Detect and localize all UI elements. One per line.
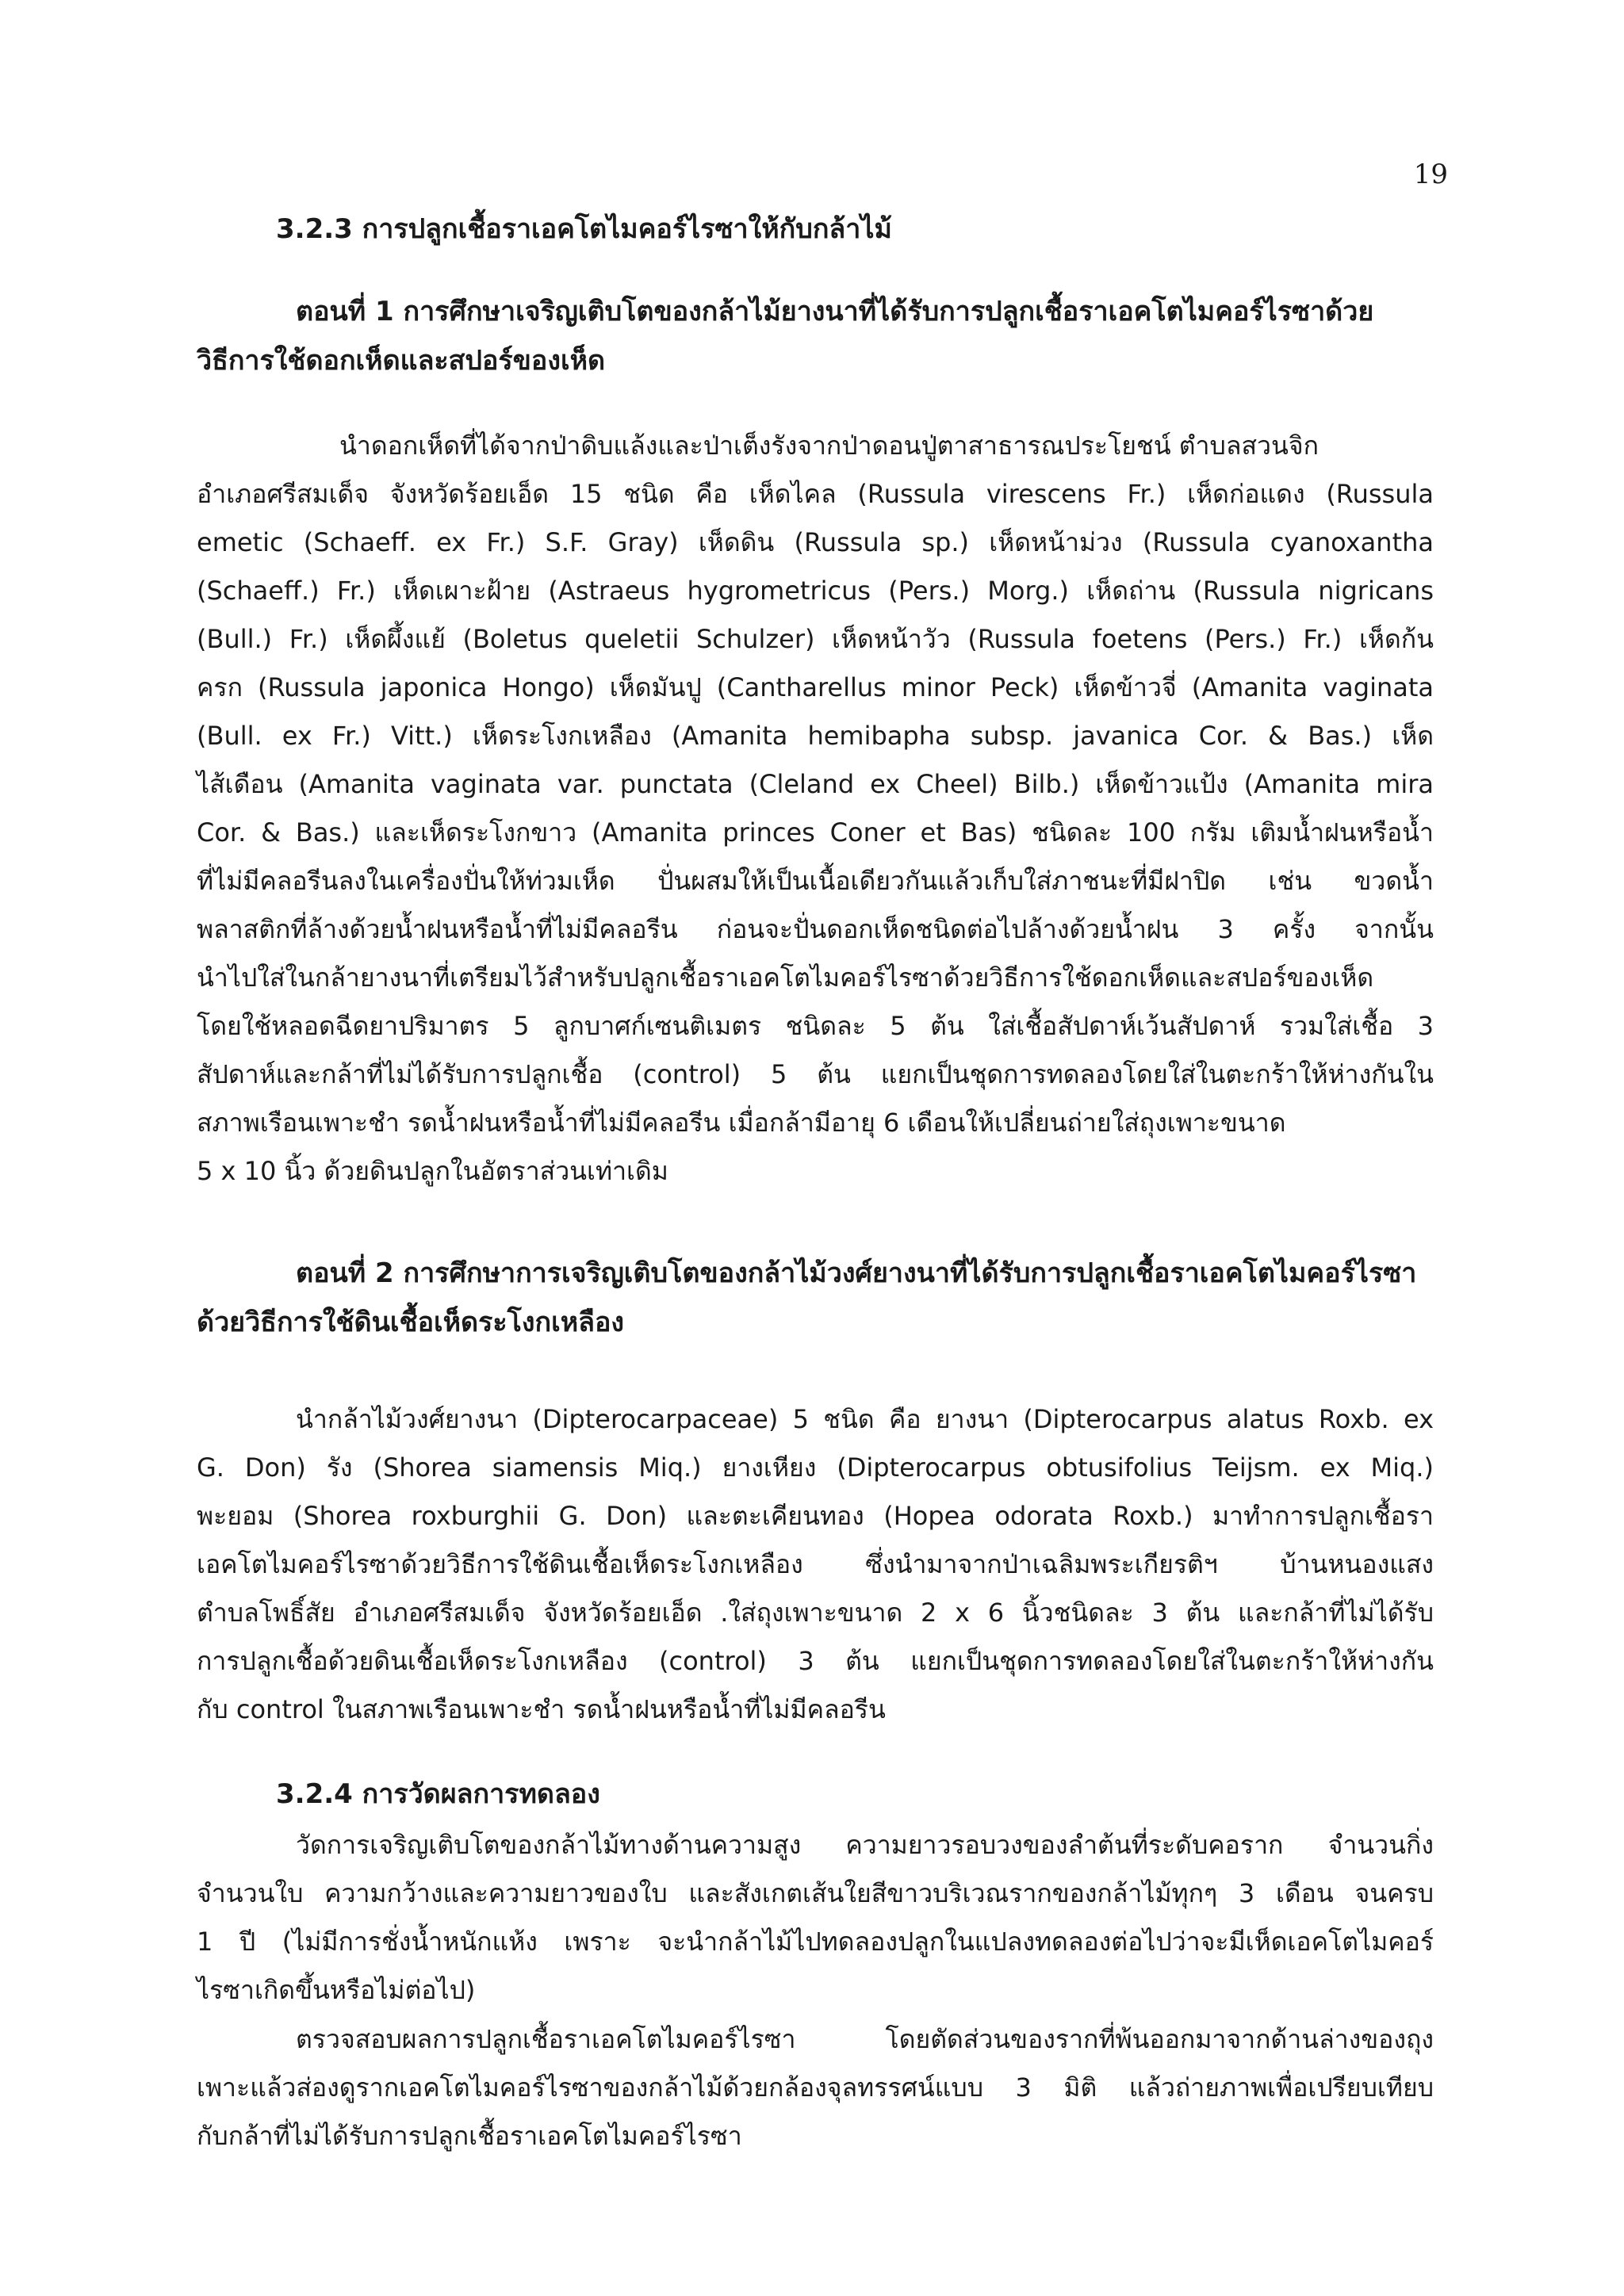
paragraph-line: วัดการเจริญเติบโตของกล้าไม้ทางด้านความสูง ความยาวรอบวงของลำต้นที่ระดับคอราก จำนวนกิ่ง	[296, 1830, 1434, 1860]
paragraph-line: จำนวนใบ ความกว้างและความยาวของใบ และสังเกตเส้นใยสีขาวบริเวณรากของกล้าไม้ทุกๆ 3 เดือน จนครบ	[197, 1878, 1434, 1908]
paragraph-line: emetic (Schaeff. ex Fr.) S.F. Gray) เห็ดดิน (Russula sp.) เห็ดหน้าม่วง (Russula cyanoxantha	[197, 527, 1434, 557]
paragraph-line: ไส้เดือน (Amanita vaginata var. punctata (Cleland ex Cheel) Bilb.) เห็ดข้าวแป้ง (Amanita mira	[197, 769, 1434, 799]
paragraph-line: ที่ไม่มีคลอรีนลงในเครื่องปั่นให้ท่วมเห็ด ปั่นผสมให้เป็นเนื้อเดียวกันแล้วเก็บใส่ภาชนะที่มีฝาปิด เช่น ขวดน้ำ	[197, 866, 1434, 896]
paragraph-line: (Schaeff.) Fr.) เห็ดเผาะฝ้าย (Astraeus hygrometricus (Pers.) Morg.) เห็ดถ่าน (Russula nigricans	[197, 576, 1434, 606]
paragraph-line: ครก (Russula japonica Hongo) เห็ดมันปู (Cantharellus minor Peck) เห็ดข้าวจี่ (Amanita vaginata	[197, 672, 1434, 702]
paragraph-line: โดยใช้หลอดฉีดยาปริมาตร 5 ลูกบาศก์เซนติเมตร ชนิดละ 5 ต้น ใส่เชื้อสัปดาห์เว้นสัปดาห์ รวมใส่เชื้อ 3	[197, 1011, 1434, 1041]
paragraph-line: เพาะแล้วส่องดูรากเอคโตไมคอร์ไรซาของกล้าไม้ด้วยกล้องจุลทรรศน์แบบ 3 มิติ แล้วถ่ายภาพเพื่อเปรียบเทียบ	[197, 2072, 1434, 2103]
paragraph-line: (Bull.) Fr.) เห็ดผึ้งแย้ (Boletus queletii Schulzer) เห็ดหน้าวัว (Russula foetens (Pers.) Fr.) เห็ดก้น	[197, 624, 1434, 654]
section-heading-3-2-4: 3.2.4 การวัดผลการทดลอง	[276, 1778, 600, 1810]
paragraph-line: (Bull. ex Fr.) Vitt.) เห็ดระโงกเหลือง (Amanita hemibapha subsp. javanica Cor. & Bas.) เห็ด	[197, 721, 1434, 751]
paragraph-line: สัปดาห์และกล้าที่ไม่ได้รับการปลูกเชื้อ (control) 5 ต้น แยกเป็นชุดการทดลองโดยใส่ในตะกร้าให้ห่างกันใน	[197, 1059, 1434, 1089]
section-heading-3-2-3: 3.2.3 การปลูกเชื้อราเอคโตไมคอร์ไรซาให้กับกล้าไม้	[276, 213, 892, 245]
part1-paragraph	[197, 422, 1434, 1196]
paragraph-line: อำเภอศรีสมเด็จ จังหวัดร้อยเอ็ด 15 ชนิด คือ เห็ดไคล (Russula virescens Fr.) เห็ดก่อแดง (Russula	[197, 479, 1434, 509]
paragraph-line: ตรวจสอบผลการปลูกเชื้อราเอคโตไมคอร์ไรซา โดยตัดส่วนของรากที่พ้นออกมาจากด้านล่างของถุง	[296, 2024, 1434, 2054]
paragraph-line: กับกล้าที่ไม่ได้รับการปลูกเชื้อราเอคโตไมคอร์ไรซา	[197, 2121, 742, 2151]
part1-title-line2: วิธีการใช้ดอกเห็ดและสปอร์ของเห็ด	[197, 345, 606, 377]
paragraph-line: G. Don) รัง (Shorea siamensis Miq.) ยางเหียง (Dipterocarpus obtusifolius Teijsm. ex Miq.)	[197, 1452, 1434, 1483]
paragraph-line: พะยอม (Shorea roxburghii G. Don) และตะเคียนทอง (Hopea odorata Roxb.) มาทำการปลูกเชื้อรา	[197, 1501, 1434, 1531]
paragraph-line: นำไปใส่ในกล้ายางนาที่เตรียมไว้สำหรับปลูกเชื้อราเอคโตไมคอร์ไรซาด้วยวิธีการใช้ดอกเห็ดและสปอร์ของเห็ด	[197, 962, 1374, 993]
part2-title-line2: ด้วยวิธีการใช้ดินเชื้อเห็ดระโงกเหลือง	[197, 1307, 624, 1338]
paragraph-line: ตำบลโพธิ์สัย อำเภอศรีสมเด็จ จังหวัดร้อยเอ็ด .ใส่ถุงเพาะขนาด 2 x 6 นิ้วชนิดละ 3 ต้น และกล้าที่ไม่ได้รับ	[197, 1598, 1434, 1628]
paragraph-line: ไรซาเกิดขึ้นหรือไม่ต่อไป)	[197, 1975, 476, 2005]
paragraph-line: 5 x 10 นิ้ว ด้วยดินปลูกในอัตราส่วนเท่าเดิม	[197, 1156, 668, 1186]
part2-title-line1: ตอนที่ 2 การศึกษาการเจริญเติบโตของกล้าไม้วงศ์ยางนาที่ได้รับการปลูกเชื้อราเอคโตไมคอร์ไรซา	[296, 1257, 1417, 1289]
paragraph-line: 1 ปี (ไม่มีการชั่งน้ำหนักแห้ง เพราะ จะนำกล้าไม้ไปทดลองปลูกในแปลงทดลองต่อไปว่าจะมีเห็ดเอคโตไมคอร์	[197, 1927, 1434, 1957]
paragraph-line: กับ control ในสภาพเรือนเพาะชำ รดน้ำฝนหรือน้ำที่ไม่มีคลอรีน	[197, 1694, 886, 1724]
part1-title	[197, 287, 1434, 385]
paragraph-line: การปลูกเชื้อด้วยดินเชื้อเห็ดระโงกเหลือง (control) 3 ต้น แยกเป็นชุดการทดลองโดยใส่ในตะกร้าให้ห่างกัน	[197, 1646, 1434, 1676]
paragraph-line: นำดอกเห็ดที่ได้จากป่าดิบแล้งและป่าเต็งรังจากป่าดอนปู่ตาสาธารณประโยชน์ ตำบลสวนจิก	[339, 430, 1319, 461]
page-number: 19	[1413, 159, 1448, 190]
section-3-2-4-paragraph-1	[197, 1821, 1434, 2015]
paragraph-line: เอคโตไมคอร์ไรซาด้วยวิธีการใช้ดินเชื้อเห็ดระโงกเหลือง ซึ่งนำมาจากป่าเฉลิมพระเกียรติฯ บ้านหนองแสง	[197, 1549, 1434, 1579]
paragraph-line: นำกล้าไม้วงศ์ยางนา (Dipterocarpaceae) 5 ชนิด คือ ยางนา (Dipterocarpus alatus Roxb. ex	[296, 1404, 1434, 1434]
paragraph-line: พลาสติกที่ล้างด้วยน้ำฝนหรือน้ำที่ไม่มีคลอรีน ก่อนจะปั่นดอกเห็ดชนิดต่อไปล้างด้วยน้ำฝน 3 ครั้ง จากนั้น	[197, 914, 1434, 944]
section-3-2-4-paragraph-2	[197, 2015, 1434, 2160]
part1-title-line1: ตอนที่ 1 การศึกษาเจริญเติบโตของกล้าไม้ยางนาที่ได้รับการปลูกเชื้อราเอคโตไมคอร์ไรซาด้วย	[296, 296, 1374, 327]
part2-title	[197, 1249, 1434, 1347]
paragraph-line: Cor. & Bas.) และเห็ดระโงกขาว (Amanita princes Coner et Bas) ชนิดละ 100 กรัม เติมน้ำฝนหรือน้ำ	[197, 817, 1434, 848]
paragraph-line: สภาพเรือนเพาะชำ รดน้ำฝนหรือน้ำที่ไม่มีคลอรีน เมื่อกล้ามีอายุ 6 เดือนให้เปลี่ยนถ่ายใส่ถุงเพาะขนาด	[197, 1108, 1286, 1138]
part2-paragraph	[197, 1395, 1434, 1734]
